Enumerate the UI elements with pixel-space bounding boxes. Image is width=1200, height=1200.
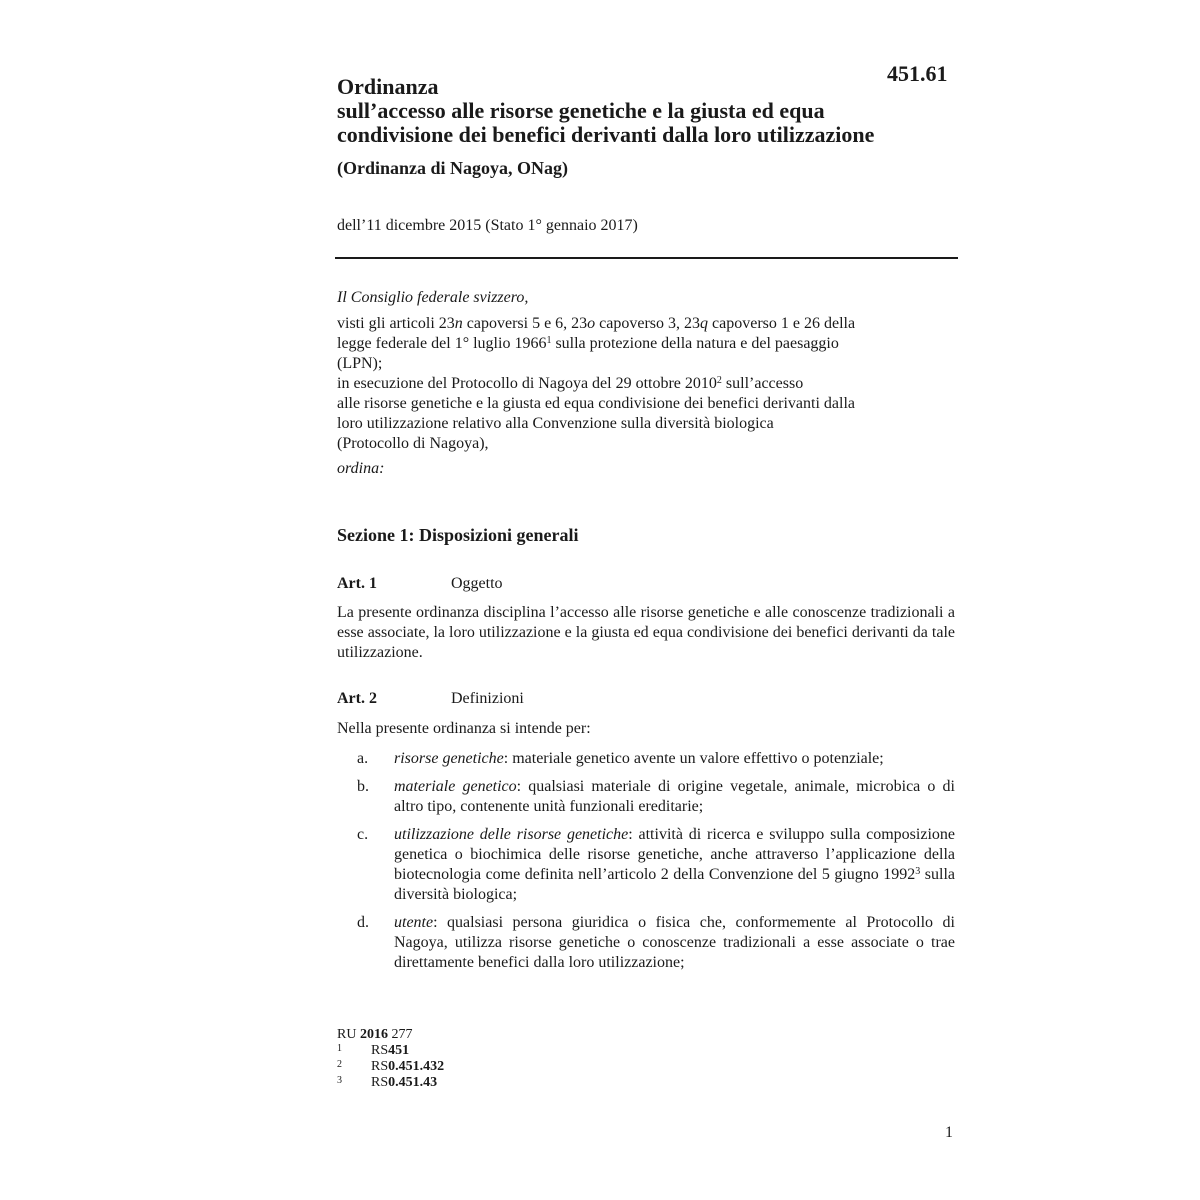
definition-body: : attività di ricerca e sviluppo sulla composizione genetica o biochimica delle risorse genetiche, anche attraverso l’applicazione della biotecnologia come definita nell’articolo 2 della Convenzione del 5 giugno 1992 (394, 826, 955, 883)
visti-text-2: capoversi 5 e 6, 23 (462, 315, 588, 332)
esecuzione-line-4: (Protocollo di Nagoya), (337, 435, 489, 452)
footnote-1 (337, 1043, 444, 1059)
art-1-title: Oggetto (451, 575, 503, 592)
ru-prefix: RU (337, 1027, 360, 1042)
art-2-intro: Nella presente ordinanza si intende per: (337, 720, 591, 737)
footnote-prefix: RS (371, 1043, 389, 1058)
preamble-intro: Il Consiglio federale svizzero, (337, 289, 529, 306)
list-item-text (394, 749, 955, 769)
art-2-number: Art. 2 (337, 690, 377, 707)
art-2-heading (337, 690, 524, 708)
esecuzione-line-1a: in esecuzione del Protocollo di Nagoya del 29 ottobre 2010 (337, 375, 717, 392)
visti-text-4: capoverso 1 e 26 della (708, 315, 856, 332)
title-line-3: condivisione dei benefici derivanti dalla loro utilizzazione (337, 122, 875, 147)
document-subtitle: (Ordinanza di Nagoya, ONag) (337, 158, 569, 178)
list-item-text (394, 825, 955, 905)
list-item-text (394, 913, 955, 973)
definition-body-end: sulla diversità biologica; (394, 866, 956, 903)
art-1-heading (337, 575, 503, 593)
visti-text-1: visti gli articoli 23 (337, 315, 455, 332)
footnote-ref-1[interactable]: 1 (546, 335, 552, 346)
definition-term: utente (394, 914, 434, 931)
visti-line-3: (LPN); (337, 355, 383, 372)
preamble (337, 288, 957, 479)
list-item-letter: b. (357, 778, 369, 795)
ru-reference (337, 1027, 444, 1043)
list-item-letter: c. (357, 826, 369, 843)
footnote-number: 3 (337, 1075, 342, 1086)
footnote-prefix: RS (371, 1059, 389, 1074)
section-1-title: Sezione 1: Disposizioni generali (337, 525, 579, 545)
title-line-1: Ordinanza (337, 74, 439, 99)
esecuzione-line-2: alle risorse genetiche e la giusta ed equa condivisione dei benefici derivanti dalla (337, 395, 856, 412)
visti-italic-3: q (700, 315, 709, 332)
footnote-number: 1 (337, 1043, 342, 1054)
footnotes (337, 1027, 444, 1091)
visti-text-3: capoverso 3, 23 (595, 315, 701, 332)
preamble-esecuzione (337, 374, 957, 454)
footnote-ref-2[interactable]: 2 (716, 375, 722, 386)
visti-italic-2: o (587, 315, 596, 332)
definition-term: materiale genetico (394, 778, 517, 795)
ru-page: 277 (387, 1027, 413, 1042)
document-date: dell’11 dicembre 2015 (Stato 1° gennaio 2017) (337, 217, 638, 234)
art-1-body: La presente ordinanza disciplina l’accesso alle risorse genetiche e alle conoscenze tradizionali a esse associate, la loro utilizzazione e la giusta ed equa condivisione dei benefici derivanti da tale utilizzazione. (337, 604, 955, 661)
title-line-2: sull’accesso alle risorse genetiche e la giusta ed equa (337, 98, 825, 123)
footnote-number: 2 (337, 1059, 342, 1070)
definitions-list (357, 749, 955, 981)
sr-number: 451.61 (887, 61, 948, 86)
visti-line-2a: legge federale del 1° luglio 1966 (337, 335, 547, 352)
list-item-letter: a. (357, 750, 369, 767)
definition-body: : qualsiasi materiale di origine vegetale, animale, microbica o di altro tipo, contenente unità funzionali ereditarie; (394, 778, 955, 815)
list-item (357, 777, 955, 817)
art-1-number: Art. 1 (337, 575, 377, 592)
footnote-2 (337, 1059, 444, 1075)
footnote-ref-link[interactable]: 0.451.432 (388, 1059, 445, 1074)
footnote-ref-link[interactable]: 0.451.43 (388, 1075, 438, 1090)
preamble-visti (337, 314, 957, 374)
definition-body: : materiale genetico avente un valore effettivo o potenziale; (503, 750, 884, 767)
preamble-ordina: ordina: (337, 460, 385, 477)
ru-year: 2016 (359, 1027, 388, 1042)
document-title (337, 75, 957, 179)
visti-italic-1: n (454, 315, 463, 332)
esecuzione-line-1b: sull’accesso (721, 375, 804, 392)
definition-term: risorse genetiche (394, 750, 504, 767)
header-divider (335, 257, 958, 259)
esecuzione-line-3: loro utilizzazione relativo alla Convenzione sulla diversità biologica (337, 415, 774, 432)
list-item (357, 913, 955, 973)
page-number: 1 (945, 1124, 953, 1141)
definition-term: utilizzazione delle risorse genetiche (394, 826, 629, 843)
footnote-prefix: RS (371, 1075, 389, 1090)
definition-body: : qualsiasi persona giuridica o fisica che, conformemente al Protocollo di Nagoya, utilizza risorse genetiche o conoscenze tradizionali a esse associate o trae direttamente benefici dalla loro utilizzazione; (394, 914, 955, 971)
list-item-letter: d. (357, 914, 369, 931)
art-2-title: Definizioni (451, 690, 524, 707)
footnote-ref-link[interactable]: 451 (388, 1043, 410, 1058)
list-item-text (394, 777, 955, 817)
footnote-ref-3[interactable]: 3 (915, 866, 921, 877)
list-item (357, 749, 955, 769)
visti-line-2b: sulla protezione della natura e del paesaggio (551, 335, 839, 352)
list-item (357, 825, 955, 905)
footnote-3 (337, 1075, 444, 1091)
